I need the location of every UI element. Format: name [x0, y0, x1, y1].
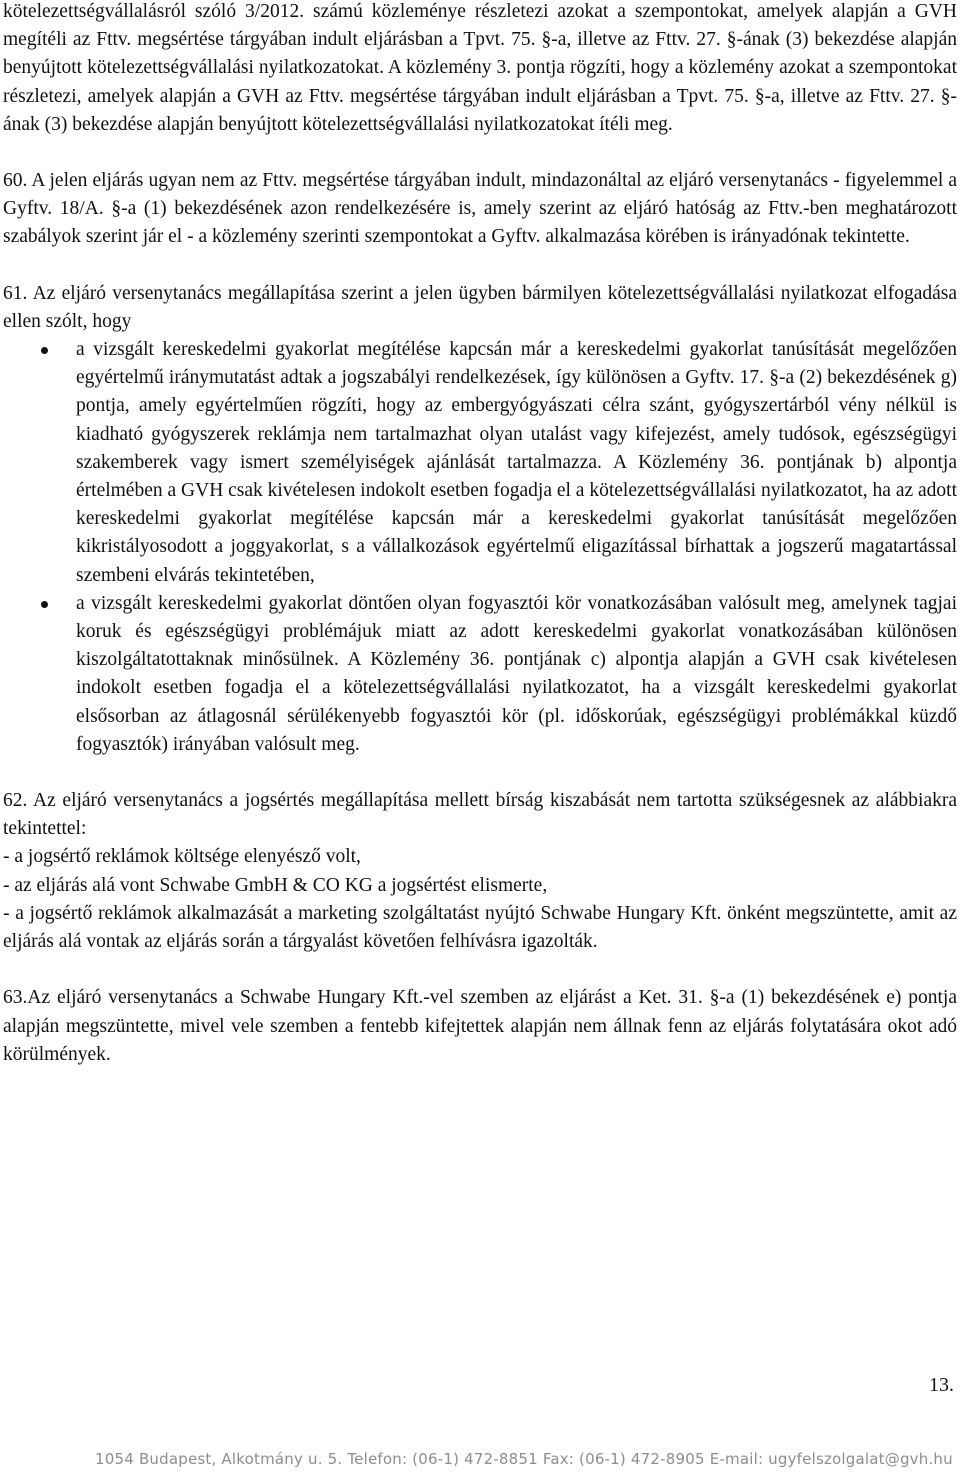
- bullet-icon: [41, 347, 48, 354]
- paragraph-60: 60. A jelen eljárás ugyan nem az Fttv. megsértése tárgyában indult, mindazonáltal az eljáró versenytanács - figyelemmel a Gyftv. 18/A. §-a (1) bekezdésének azon rendelkezésére is, amely szerint az eljáró hatóság az Fttv.-ben meghatározott szabályok szerint jár el - a közlemény szerinti szempontokat a Gyftv. alkalmazása körében is irányadónak tekintette.: [3, 170, 957, 248]
- list-item-text: a vizsgált kereskedelmi gyakorlat megítélése kapcsán már a kereskedelmi gyakorlat tanúsítását megelőzően egyértelmű iránymutatást adtak a jogszabályi rendelkezések, így különösen a Gyftv. 17. §-a (2) bekezdésének g) pontja, amely egyértelműen rögzíti, hogy az embergyógyászati célra szánt, gyógyszertárból vény nélkül is kiadható gyógyszerek reklámja nem tartalmazhat olyan utalást vagy kifejezést, amely tudósok, egészségügyi szakemberek vagy ismert személyiségek ajánlását tartalmazza. A Közlemény 36. pontjának b) alpontja értelmében a GVH csak kivételesen indokolt esetben fogadja el a kötelezettségvállalási nyilatkozatot, ha az adott kereskedelmi gyakorlat megítélése kapcsán már a kereskedelmi gyakorlat tanúsítását megelőzően kikristályosodott a joggyakorlat, s a vállalkozások egyértelmű eligazítással bírhattak a jogszerű magatartással szembeni elvárás tekintetében,: [76, 339, 957, 586]
- list-item-text: a vizsgált kereskedelmi gyakorlat döntően olyan fogyasztói kör vonatkozásában valósult meg, amelynek tagjai koruk és egészségügyi problémájuk miatt az adott kereskedelmi gyakorlat vonatkozásában különösen kiszolgáltatottaknak minősülnek. A Közlemény 36. pontjának c) alpontja alapján a GVH csak kivételesen indokolt esetben fogadja el a kötelezettségvállalási nyilatkozatot, ha a vizsgált kereskedelmi gyakorlat elsősorban az átlagosnál sérülékenyebb fogyasztói kör (pl. időskorúak, egészségügyi problémákkal küzdő fogyasztók) irányában valósult meg.: [76, 592, 957, 755]
- document-body: [3, 0, 957, 1097]
- intro-paragraph: kötelezettségvállalásról szóló 3/2012. számú közleménye részletezi azokat a szempontokat, amelyek alapján a GVH megítéli az Fttv. megsértése tárgyában indult eljárásban a Tpvt. 75. §-a, illetve az Fttv. 27. §-ának (3) bekezdése alapján benyújtott kötelezettségvállalási nyilatkozatokat. A közlemény 3. pontja rögzíti, hogy a közlemény azokat a szempontokat részletezi, amelyek alapján a GVH az Fttv. megsértése tárgyában indult eljárásban a Tpvt. 75. §-a, illetve az Fttv. 27. §-ának (3) bekezdése alapján benyújtott kötelezettségvállalási nyilatkozatokat ítéli meg.: [3, 1, 957, 135]
- paragraph-62: 62. Az eljáró versenytanács a jogsértés megállapítása mellett bírság kiszabását nem tartotta szükségesnek az alábbiakra tekintettel:: [3, 790, 957, 840]
- page-footer: [0, 1430, 960, 1473]
- footer-contact-text: 1054 Budapest, Alkotmány u. 5. Telefon: (06-1) 472-8851 Fax: (06-1) 472-8905 E-mail: ugyfelszolgalat@gvh.hu: [95, 1450, 953, 1468]
- paragraph-62-line: - a jogsértő reklámok alkalmazását a marketing szolgáltatást nyújtó Schwabe Hungary Kft. önként megszüntette, amit az eljárás alá vontak az eljárás során a tárgyalást követően felhívásra igazolták.: [3, 902, 957, 953]
- paragraph-61-bullet-list: [3, 336, 957, 759]
- paragraph-62-line: - az eljárás alá vont Schwabe GmbH & CO KG a jogsértést elismerte,: [3, 874, 548, 896]
- bullet-icon: [41, 601, 48, 608]
- paragraph-63: 63.Az eljáró versenytanács a Schwabe Hungary Kft.-vel szemben az eljárást a Ket. 31. §-a (1) bekezdésének e) pontja alapján megszüntette, mivel vele szemben a fentebb kifejtettek alapján nem állnak fenn az eljárás folytatására okot adó körülmények.: [3, 987, 957, 1065]
- page-number: 13.: [929, 1374, 954, 1396]
- list-item: [3, 336, 957, 590]
- paragraph-61: 61. Az eljáró versenytanács megállapítása szerint a jelen ügyben bármilyen kötelezettségvállalási nyilatkozat elfogadása ellen szólt, hogy: [3, 282, 957, 332]
- paragraph-62-line: - a jogsértő reklámok költsége elenyésző volt,: [3, 846, 361, 868]
- list-item: [3, 590, 957, 759]
